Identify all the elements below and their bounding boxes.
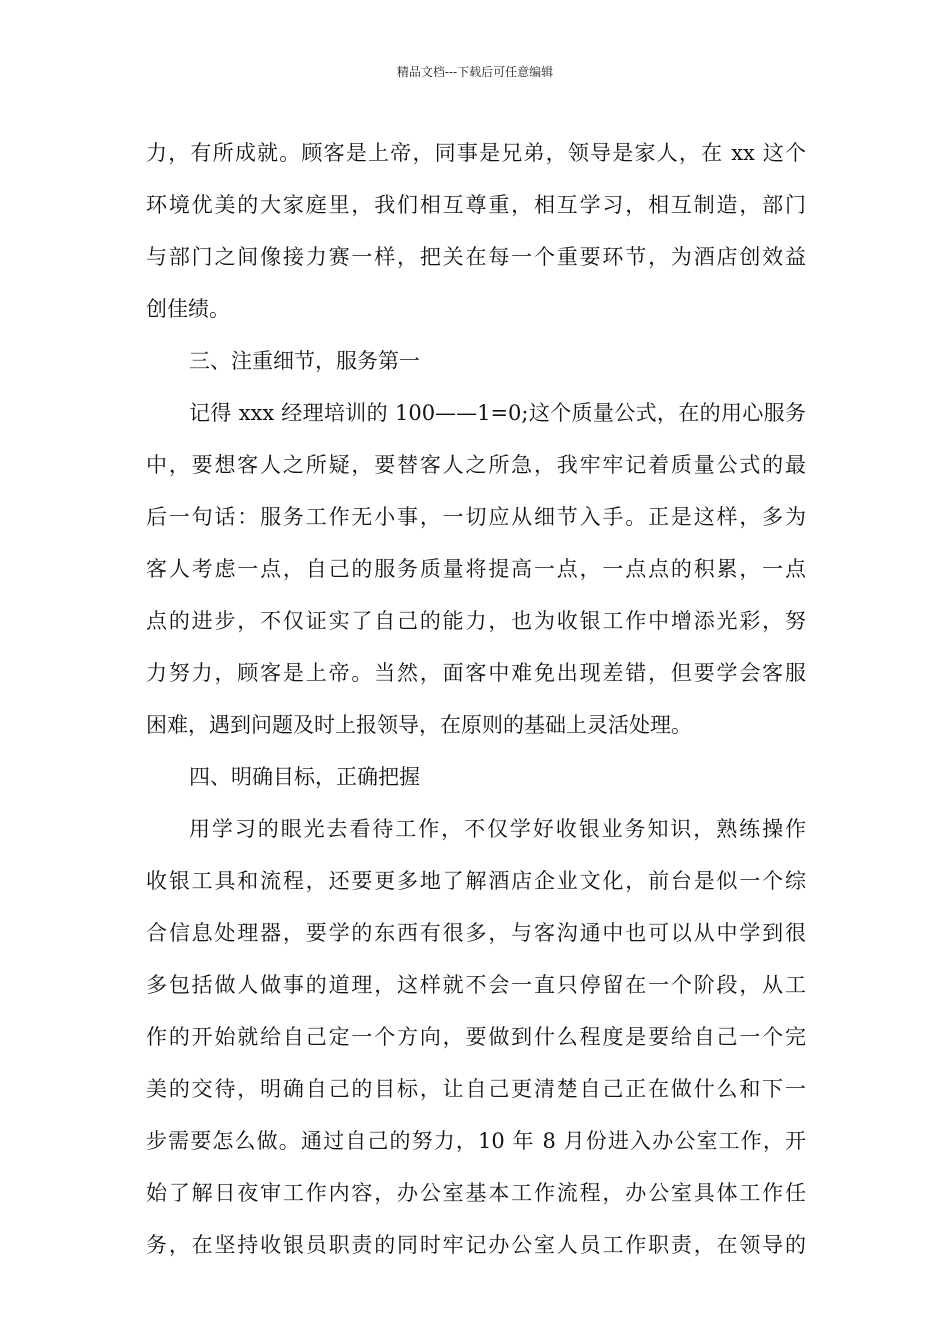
text-line: 记得 xxx 经理培训的 100——1=0;这个质量公式，在的用心服务 — [189, 401, 806, 425]
text-line: 美的交待，明确自己的目标，让自己更清楚自己正在做什么和下一 — [146, 1077, 806, 1101]
text-line: 务，在坚持收银员职责的同时牢记办公室人员工作职责，在领导的 — [146, 1233, 806, 1257]
text-line: 力，有所成就。顾客是上帝，同事是兄弟，领导是家人，在 xx 这个 — [146, 141, 806, 165]
text-line: 作的开始就给自己定一个方向，要做到什么程度是要给自己一个完 — [146, 1025, 806, 1049]
text-line: 困难，遇到问题及时上报领导，在原则的基础上灵活处理。 — [146, 713, 692, 737]
text-line: 四、明确目标，正确把握 — [189, 765, 420, 789]
text-line: 与部门之间像接力赛一样，把关在每一个重要环节，为酒店创效益 — [146, 245, 806, 269]
text-line: 合信息处理器，要学的东西有很多，与客沟通中也可以从中学到很 — [146, 921, 806, 945]
text-line: 多包括做人做事的道理，这样就不会一直只停留在一个阶段，从工 — [146, 973, 806, 997]
text-line: 中，要想客人之所疑，要替客人之所急，我牢牢记着质量公式的最 — [146, 453, 806, 477]
text-line: 环境优美的大家庭里，我们相互尊重，相互学习，相互制造，部门 — [146, 193, 806, 217]
text-line: 后一句话：服务工作无小事，一切应从细节入手。正是这样，多为 — [146, 505, 806, 529]
text-line: 步需要怎么做。通过自己的努力，10 年 8 月份进入办公室工作，开 — [146, 1129, 806, 1153]
document-body — [146, 130, 806, 1274]
text-line: 用学习的眼光去看待工作，不仅学好收银业务知识，熟练操作 — [189, 817, 806, 841]
text-line: 力努力，顾客是上帝。当然，面客中难免出现差错，但要学会客服 — [146, 661, 806, 685]
text-line: 收银工具和流程，还要更多地了解酒店企业文化，前台是似一个综 — [146, 869, 806, 893]
text-line: 始了解日夜审工作内容，办公室基本工作流程，办公室具体工作任 — [146, 1181, 806, 1205]
text-line: 三、注重细节，服务第一 — [189, 349, 420, 373]
text-line: 创佳绩。 — [146, 297, 230, 321]
text-line: 点的进步，不仅证实了自己的能力，也为收银工作中增添光彩，努 — [146, 609, 806, 633]
page-header: 精品文档---下载后可任意编辑 — [396, 65, 554, 79]
text-line: 客人考虑一点，自己的服务质量将提高一点，一点点的积累，一点 — [146, 557, 806, 581]
